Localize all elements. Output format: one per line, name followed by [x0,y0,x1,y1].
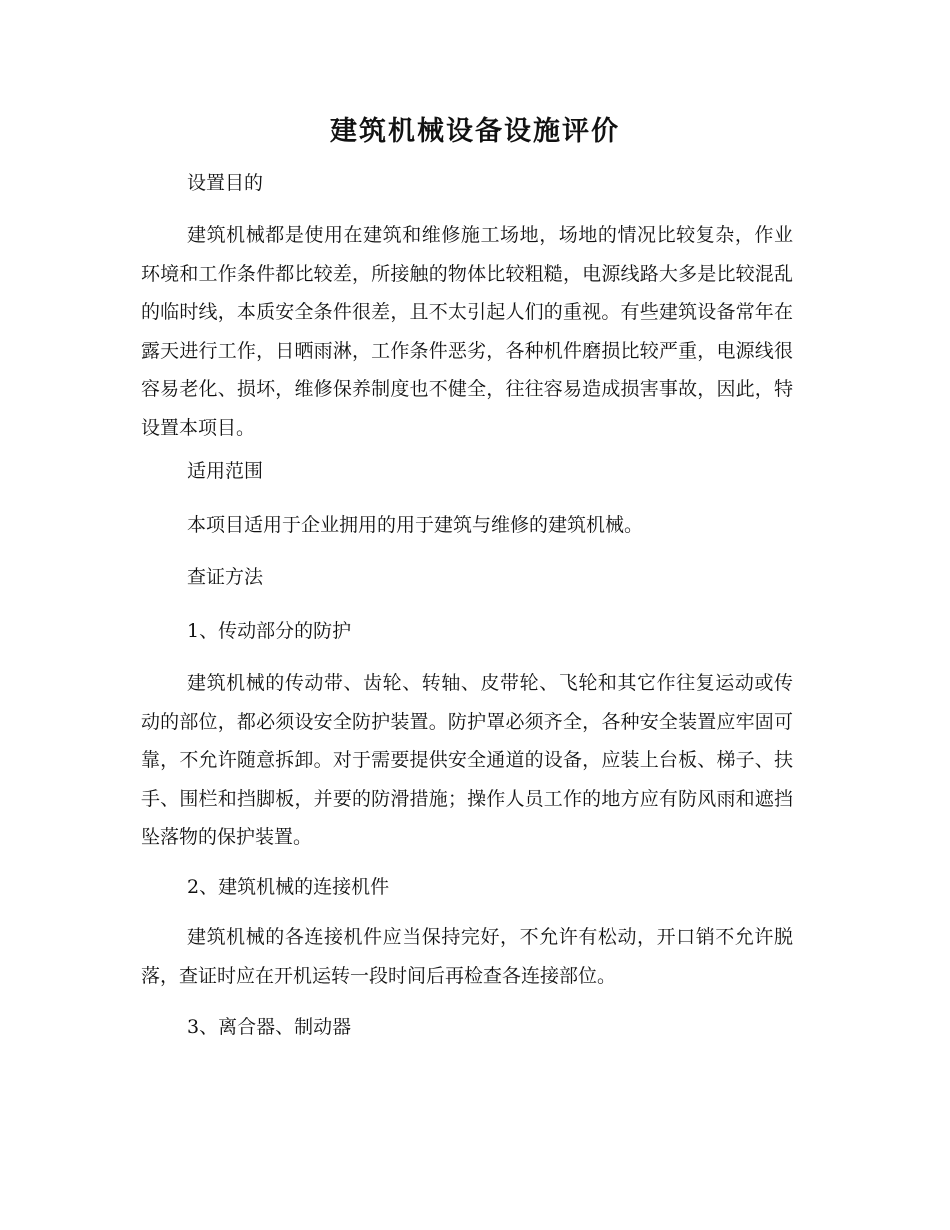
heading-purpose: 设置目的 [187,172,264,194]
paragraph-connecting-parts: 建筑机械的各连接机件应当保持完好，不允许有松动，开口销不允许脱落，查证时应在开机运转一段时间后再检查各连接部位。 [141,926,793,987]
subheading-clutch-brake: 3、离合器、制动器 [187,1016,352,1038]
heading-scope: 适用范围 [187,460,264,482]
paragraph-purpose: 建筑机械都是使用在建筑和维修施工场地，场地的情况比较复杂，作业环境和工作条件都比较差，所接触的物体比较粗糙，电源线路大多是比较混乱的临时线，本质安全条件很差，且不太引起人们的重视。有些建筑设备常年在露天进行工作，日晒雨淋，工作条件恶劣，各种机件磨损比较严重，电源线很容易老化、损坏，维修保养制度也不健全，往往容易造成损害事故，因此，特设置本项目。 [141,224,793,439]
subheading-transmission-guard: 1、传动部分的防护 [187,620,352,642]
heading-verification-method: 查证方法 [187,566,264,588]
paragraph-scope: 本项目适用于企业拥用的用于建筑与维修的建筑机械。 [187,514,644,536]
document-title: 建筑机械设备设施评价 [330,116,620,147]
paragraph-transmission-guard: 建筑机械的传动带、齿轮、转轴、皮带轮、飞轮和其它作往复运动或传动的部位，都必须设安全防护装置。防护罩必须齐全，各种安全装置应牢固可靠，不允许随意拆卸。对于需要提供安全通道的设备，应装上台板、梯子、扶手、围栏和挡脚板，并要的防滑措施；操作人员工作的地方应有防风雨和遮挡坠落物的保护装置。 [141,672,793,848]
subheading-connecting-parts: 2、建筑机械的连接机件 [187,876,390,898]
